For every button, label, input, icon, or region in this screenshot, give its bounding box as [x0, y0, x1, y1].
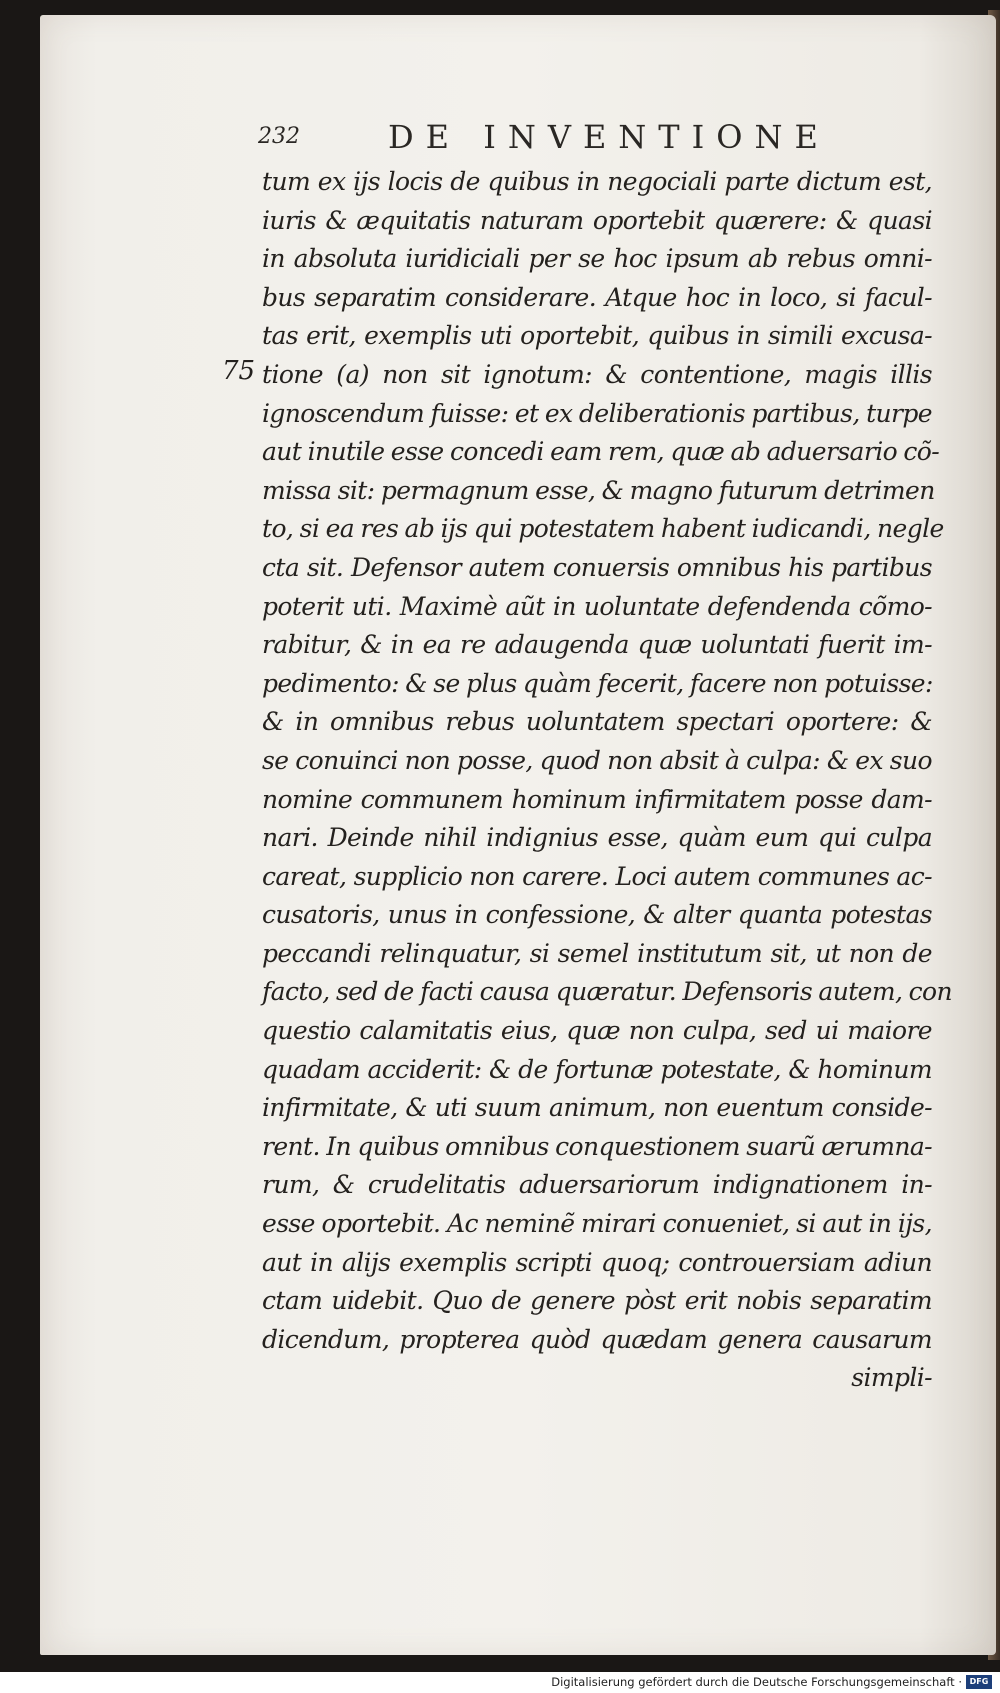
- catchword: simpli-: [851, 1363, 932, 1393]
- footer-bar: [0, 1672, 1000, 1693]
- text-line: pedimento: & se plus quàm fecerit, facere non potuisse:: [262, 668, 933, 698]
- text-line: se conuinci non posse, quod non absit à culpa: & ex suo: [262, 745, 932, 775]
- text-line: infirmitate, & uti suum animum, non euentum conside-: [262, 1093, 932, 1123]
- text-line: rabitur, & in ea re adaugenda quæ uoluntati fuerit im-: [262, 630, 932, 660]
- text-line: poterit uti. Maximè aũt in uoluntate defendenda cõmo-: [262, 591, 932, 621]
- text-line: cusatoris, unus in confessione, & alter quanta potestas: [262, 900, 932, 930]
- text-line: rent. In quibus omnibus conquestionem suarũ ærumna-: [262, 1131, 932, 1161]
- text-line: quadam acciderit: & de fortunæ potestate, & hominum: [262, 1054, 932, 1084]
- text-line: cta sit. Defensor autem conuersis omnibus his partibus: [262, 552, 932, 582]
- text-line: to, si ea res ab ijs qui potestatem habent iudicandi, negle: [262, 514, 944, 544]
- text-line: nari. Deinde nihil indignius esse, quàm eum qui culpa: [262, 823, 932, 853]
- text-line: missa sit: permagnum esse, & magno futurum detrimen: [262, 475, 935, 505]
- text-line: iuris & æquitatis naturam oportebit quærere: & quasi: [262, 205, 932, 235]
- text-line: esse oportebit. Ac neminẽ mirari conueniet, si aut in ijs,: [262, 1209, 932, 1239]
- funding-credit: Digitalisierung gefördert durch die Deutsche Forschungsgemeinschaft ·: [551, 1675, 962, 1689]
- running-head: [258, 118, 898, 158]
- text-line: in absoluta iuridiciali per se hoc ipsum ab rebus omni-: [262, 244, 932, 274]
- body-text: [262, 163, 953, 1398]
- text-line: aut in alijs exemplis scripti quoq; controuersiam adiun: [262, 1247, 932, 1277]
- page-number: 232: [258, 124, 300, 149]
- text-line: dicendum, propterea quòd quædam genera causarum: [262, 1324, 932, 1354]
- text-line: bus separatim considerare. Atque hoc in loco, si facul-: [262, 282, 932, 312]
- text-line: rum, & crudelitatis aduersariorum indignationem in-: [262, 1170, 932, 1200]
- text-line: questio calamitatis eius, quæ non culpa, sed ui maiore: [262, 1016, 932, 1046]
- text-line: facto, sed de facti causa quæratur. Defensoris autem, con: [262, 977, 953, 1007]
- text-line: tas erit, exemplis uti oportebit, quibus in simili excusa-: [262, 321, 932, 351]
- text-line: tum ex ijs locis de quibus in negociali parte dictum est,: [262, 167, 932, 196]
- text-line: nomine communem hominum infirmitatem posse dam-: [262, 784, 932, 814]
- margin-note: 75: [222, 356, 256, 386]
- text-line: aut inutile esse concedi eam rem, quæ ab aduersario cõ-: [262, 437, 940, 467]
- running-head-title: DE INVENTIONE: [388, 118, 830, 156]
- text-line: ignoscendum fuisse: et ex deliberationis partibus, turpe: [262, 398, 932, 428]
- text-line: & in omnibus rebus uoluntatem spectari oportere: &: [262, 707, 932, 737]
- text-line: peccandi relinquatur, si semel institutum sit, ut non de: [262, 938, 932, 968]
- text-line: ctam uidebit. Quo de genere pòst erit nobis separatim: [262, 1286, 932, 1316]
- text-line: tione (a) non sit ignotum: & contentione, magis illis: [262, 359, 932, 389]
- text-line: careat, supplicio non carere. Loci autem communes ac-: [262, 861, 932, 891]
- dfg-logo: DFG: [966, 1675, 992, 1689]
